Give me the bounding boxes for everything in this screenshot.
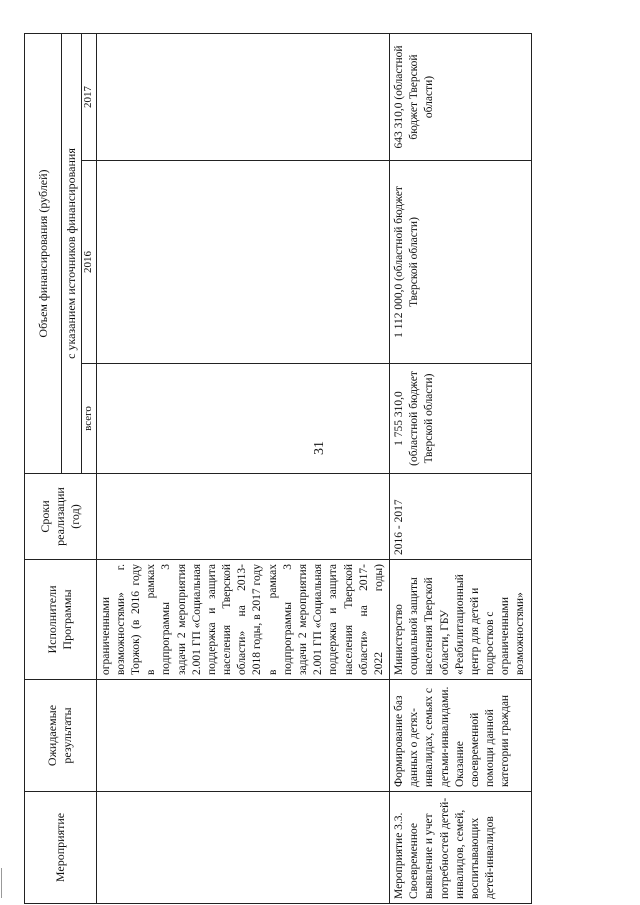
header-2017: 2017 [82,34,97,161]
header-financing: Объем финансирования (рублей) [25,34,62,474]
cell-period [96,474,389,560]
table-row [96,34,389,904]
header-results: Ожидаемые результаты [25,680,97,792]
cell-period: 2016 - 2017 [390,474,532,560]
cell-2017 [96,34,389,161]
cell-executors: ограниченными возможностями» г. Торжок) (в 2016 году в рамках подпрограммы 3 задачи 2 мероприятия 2.001 ГП «Социальная поддержка и защита населения Тверской области» на 2013-2018 годы, в 2017 году в рамках подпрограммы 3 задачи 2 мероприятия 2.001 ГП «Социальная поддержка и защита населения Тверской области» на 2017-2022 годы) [96,560,389,680]
cell-results [96,680,389,792]
header-event: Мероприятие [25,792,97,904]
page-number: 31 [312,441,327,455]
rotated-table-wrapper [24,34,614,904]
header-total: всего [82,364,97,474]
header-financing-sub: с указанием источников финансирования [62,34,82,474]
cell-2016 [96,161,389,364]
header-period: Сроки реализации (год) [25,474,97,560]
cell-executors: Министерство социальной защиты населения Тверской области, ГБУ «Реабилитационный центр для детей и подростков с ограниченными возможностями» [390,560,532,680]
table-row [390,34,532,904]
cell-results: Формирование баз данных о детях-инвалидах, семьях с детьми-инвалидами. Оказание своевременной помощи данной категории граждан [390,680,532,792]
cell-event [96,792,389,904]
cell-total: 1 755 310,0 (областной бюджет Тверской области) [390,364,532,474]
cell-2017: 643 310,0 (областной бюджет Тверской области) [390,34,532,161]
header-2016: 2016 [82,161,97,364]
cell-2016: 1 112 000,0 (областной бюджет Тверской области) [390,161,532,364]
header-executors: Исполнители Программы [25,560,97,680]
financing-table [24,33,532,904]
cell-total [96,364,389,474]
cell-event: Мероприятие 3.3. Своевременное выявление и учет потребностей детей-инвалидов, семей, воспитывающих детей-инвалидов [390,792,532,904]
scan-edge-mark [1,868,2,898]
